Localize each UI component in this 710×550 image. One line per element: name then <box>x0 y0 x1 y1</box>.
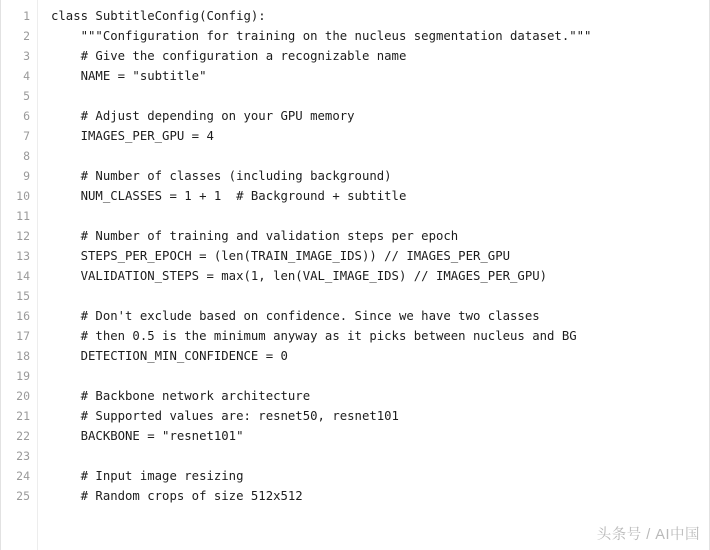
line-number: 20 <box>16 389 30 403</box>
code-line[interactable]: # Adjust depending on your GPU memory <box>51 109 355 123</box>
line-number: 1 <box>23 9 30 23</box>
code-line[interactable]: # Don't exclude based on confidence. Since we have two classes <box>51 309 540 323</box>
line-number: 18 <box>16 349 30 363</box>
code-line[interactable]: # Number of classes (including background) <box>51 169 392 183</box>
line-number: 24 <box>16 469 30 483</box>
code-line[interactable]: # Input image resizing <box>51 469 244 483</box>
code-line[interactable] <box>51 146 710 166</box>
code-line[interactable]: class SubtitleConfig(Config): <box>51 9 266 23</box>
code-line[interactable]: # Supported values are: resnet50, resnet101 <box>51 409 399 423</box>
line-number: 8 <box>23 149 30 163</box>
code-line[interactable]: # then 0.5 is the minimum anyway as it picks between nucleus and BG <box>51 329 577 343</box>
watermark-label: 头条号 / AI中国 <box>596 527 700 543</box>
code-content[interactable] <box>38 0 710 550</box>
line-number: 7 <box>23 129 30 143</box>
code-line[interactable]: NAME = "subtitle" <box>51 69 207 83</box>
code-line[interactable]: NUM_CLASSES = 1 + 1 # Background + subtitle <box>51 189 407 203</box>
line-number: 25 <box>16 489 30 503</box>
line-number: 11 <box>16 209 30 223</box>
line-number: 15 <box>16 289 30 303</box>
code-line[interactable] <box>51 366 710 386</box>
code-line[interactable] <box>51 446 710 466</box>
line-number: 21 <box>16 409 30 423</box>
code-line[interactable] <box>51 86 710 106</box>
code-line[interactable]: # Random crops of size 512x512 <box>51 489 303 503</box>
code-line[interactable]: STEPS_PER_EPOCH = (len(TRAIN_IMAGE_IDS)) // IMAGES_PER_GPU <box>51 249 511 263</box>
line-number: 3 <box>23 49 30 63</box>
line-number: 9 <box>23 169 30 183</box>
code-line[interactable]: # Backbone network architecture <box>51 389 311 403</box>
code-line[interactable] <box>51 286 710 306</box>
line-number: 23 <box>16 449 30 463</box>
line-number: 22 <box>16 429 30 443</box>
line-number: 13 <box>16 249 30 263</box>
line-number: 17 <box>16 329 30 343</box>
line-number: 10 <box>16 189 30 203</box>
line-number: 2 <box>23 29 30 43</box>
line-number-gutter <box>0 0 38 550</box>
code-line[interactable]: # Number of training and validation steps per epoch <box>51 229 459 243</box>
code-line[interactable]: DETECTION_MIN_CONFIDENCE = 0 <box>51 349 288 363</box>
code-line[interactable] <box>51 206 710 226</box>
code-line[interactable]: BACKBONE = "resnet101" <box>51 429 244 443</box>
line-number: 6 <box>23 109 30 123</box>
code-line[interactable]: # Give the configuration a recognizable name <box>51 49 407 63</box>
line-number: 5 <box>23 89 30 103</box>
line-number: 14 <box>16 269 30 283</box>
line-number: 19 <box>16 369 30 383</box>
line-number: 12 <box>16 229 30 243</box>
code-line[interactable]: """Configuration for training on the nucleus segmentation dataset.""" <box>51 29 592 43</box>
line-number: 4 <box>23 69 30 83</box>
code-line[interactable]: IMAGES_PER_GPU = 4 <box>51 129 214 143</box>
code-line[interactable]: VALIDATION_STEPS = max(1, len(VAL_IMAGE_IDS) // IMAGES_PER_GPU) <box>51 269 548 283</box>
line-number: 16 <box>16 309 30 323</box>
